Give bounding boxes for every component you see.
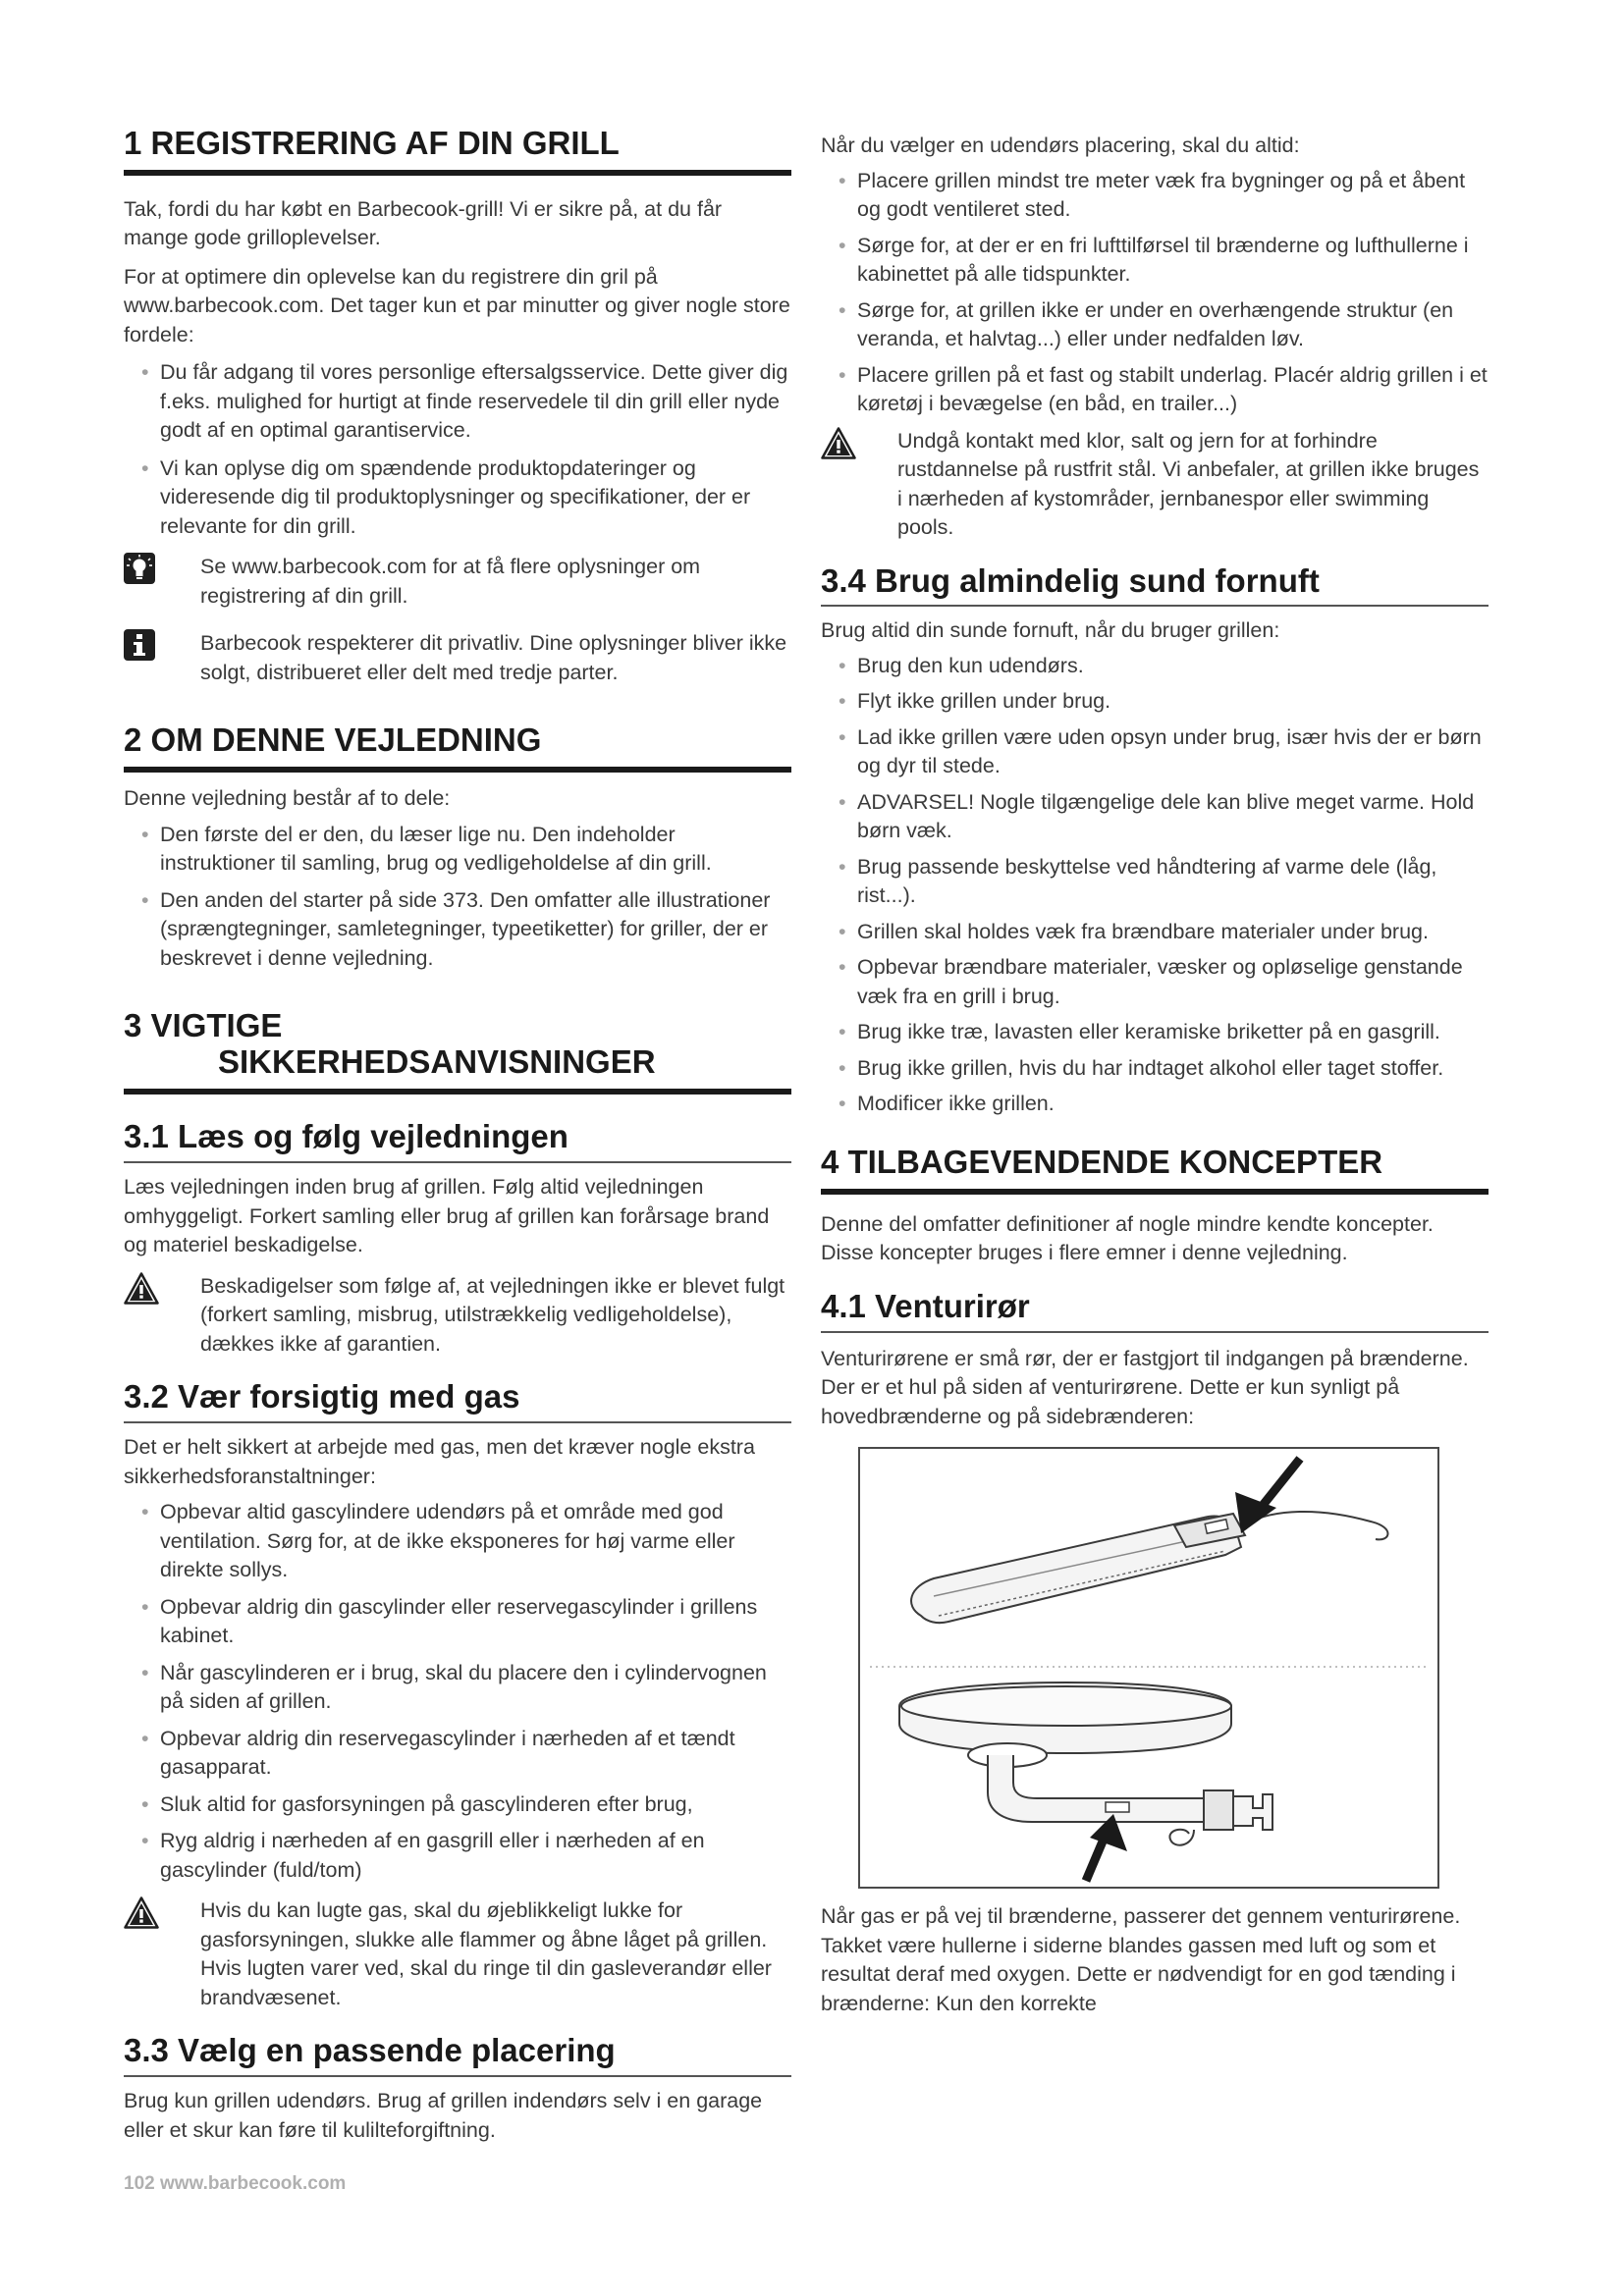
bullet-icon: • [141,822,149,846]
heading-3-3: 3.3 Vælg en passende placering [124,2032,791,2077]
list-item-text: Opbevar aldrig din gascylinder eller reservegascylinder i grillens kabinet. [160,1594,758,1648]
list-item-text: Du får adgang til vores personlige eftersalgsservice. Dette giver dig f.eks. mulighed for hurtigt at finde reservedele til din grill eller nyde godt af en optimal garantiservice. [160,360,788,443]
bullet-icon: • [839,362,846,387]
bullet-icon: • [839,724,846,749]
list-item-text: Brug ikke grillen, hvis du har indtaget alkohol eller taget stoffer. [857,1055,1444,1080]
tip-note [124,553,791,611]
bullet-icon: • [839,1055,846,1080]
bullet-icon: • [839,1092,846,1116]
list-item [821,1054,1489,1084]
list-item-text: Den første del er den, du læser lige nu. Den indeholder instruktioner til samling, brug og vedligeholdelse af din grill. [160,822,712,876]
venturi-figure [858,1447,1439,1889]
side-burner-illustration [899,1682,1272,1845]
list-item [124,886,791,974]
list-item-text: Opbevar aldrig din reservegascylinder i nærheden af et tændt gasapparat. [160,1726,735,1780]
paragraph: Når gas er på vej til brænderne, passerer det gennem venturirørene. Takket være hullerne i siderne blandes gassen med luft og som et resultat deraf med oxygen. Dette er nødvendigt for en god tænding i brænderne: Kun den korrekte [821,1904,1461,2015]
bullet-icon: • [839,789,846,814]
list-item-text: Ryg aldrig i nærheden af en gasgrill eller i nærheden af en gascylinder (fuld/tom) [160,1829,705,1882]
paragraph: For at optimere din oplevelse kan du registrere din gril på www.barbecook.com. Det tager kun et par minutter og giver nogle store fordele: [124,264,790,347]
page-footer: 102 www.barbecook.com [124,2173,347,2194]
left-column [124,126,791,2145]
paragraph: Læs vejledningen inden brug af grillen. Følg altid vejledningen omhyggeligt. Forkert samling eller brug af grillen kan forårsage brand og materiel beskadigelse. [124,1175,770,1257]
section-3-1 [124,1118,791,1359]
heading-3 [124,1008,791,1095]
list-item-text: Opbevar altid gascylindere udendørs på et område med god ventilation. Sørg for, at de ikke eksponeres for høj varme eller direkte sollys. [160,1500,735,1582]
list-item [124,1498,791,1585]
list-item [124,1790,791,1820]
paragraph: Brug kun grillen udendørs. Brug af grillen indendørs selv i en garage eller et skur kan føre til kulilteforgiftning. [124,2089,763,2142]
section-3-3-continued [821,132,1489,543]
warning-note [124,1272,791,1360]
list-item [821,687,1489,717]
paragraph: Når du vælger en udendørs placering, skal du altid: [821,133,1300,157]
heading-3-2: 3.2 Vær forsigtig med gas [124,1378,791,1423]
list-item [821,361,1489,419]
info-text: Barbecook respekterer dit privatliv. Dine oplysninger bliver ikke solgt, distribueret eller delt med tredje parter. [200,631,787,684]
warning-text: Undgå kontakt med klor, salt og jern for at forhindre rustdannelse på rustfrit stål. Vi anbefaler, at grillen ikke bruges i nærheden af kystområder, jernbanespor eller swimming pools. [897,428,1480,539]
section-3-2 [124,1378,791,2012]
paragraph: Brug altid din sunde fornuft, når du bruger grillen: [821,618,1280,643]
bullet-icon: • [141,455,149,480]
right-column [821,126,1489,2018]
bullet-icon: • [141,1791,149,1816]
heading-2: 2 OM DENNE VEJLEDNING [124,722,791,773]
list-item [821,652,1489,681]
list-item-text: Vi kan oplyse dig om spændende produktopdateringer og videresende dig til produktoplysninger og specifikationer, der er relevante for din grill. [160,455,751,538]
warning-text: Beskadigelser som følge af, at vejledningen ikke er blevet fulgt (forkert samling, misbrug, utilstrækkelig vedligeholdelse), dækkes ikke af garantien. [200,1273,785,1356]
bullet-icon: • [839,689,846,714]
list-item [821,232,1489,290]
list-item-text: Lad ikke grillen være uden opsyn under brug, især hvis der er børn og dyr til stede. [857,724,1482,778]
section-1-registration [124,126,791,687]
warning-note [821,427,1489,543]
bullet-icon: • [839,919,846,943]
bullet-icon: • [839,854,846,879]
list-item-text: Opbevar brændbare materialer, væsker og opløselige genstande væk fra en grill i brug. [857,955,1463,1008]
list-item [124,1593,791,1651]
arrow-icon [1086,1814,1127,1881]
paragraph: Det er helt sikkert at arbejde med gas, men det kræver nogle ekstra sikkerhedsforanstaltninger: [124,1435,755,1488]
heading-4-1: 4.1 Venturirør [821,1288,1489,1333]
bullet-list [124,821,791,974]
section-4-1 [821,1288,1489,2018]
section-3-4 [821,562,1489,1119]
list-item-text: Sluk altid for gasforsyningen på gascylinderen efter brug, [160,1791,693,1816]
list-item [821,853,1489,911]
bullet-icon: • [839,955,846,980]
list-item-text: Når gascylinderen er i brug, skal du placere den i cylindervognen på siden af grillen. [160,1660,767,1714]
info-icon [124,629,159,661]
list-item-text: Brug den kun udendørs. [857,653,1084,677]
list-item-text: Sørge for, at der er en fri lufttilførsel til brænderne og lufthullerne i kabinettet på alle tidspunkter. [857,233,1469,286]
list-item-text: Grillen skal holdes væk fra brændbare materialer under brug. [857,919,1429,943]
section-2-guide [124,722,791,973]
warning-text: Hvis du kan lugte gas, skal du øjeblikkeligt lukke for gasforsyningen, slukke alle flammer og åbne låget på grillen. Hvis lugten varer ved, skal du ringe til din gasleverandør eller brandvæsenet. [200,1898,772,2009]
list-item [821,167,1489,225]
list-item [821,918,1489,947]
bullet-icon: • [141,1660,149,1684]
warning-note [124,1896,791,2012]
list-item-text: Den anden del starter på side 373. Den omfatter alle illustrationer (sprængtegninger, samletegninger, typeetiketter) for griller, der er beskrevet i denne vejledning. [160,887,771,970]
bullet-icon: • [141,360,149,385]
list-item [821,953,1489,1011]
burner-tube-illustration [911,1512,1387,1623]
list-item-text: ADVARSEL! Nogle tilgængelige dele kan blive meget varme. Hold børn væk. [857,789,1475,843]
paragraph: Venturirørene er små rør, der er fastgjort til indgangen på brænderne. Der er et hul på siden af venturirørene. Dette er kun synligt på hovedbrænderne og på sidebrænderen: [821,1346,1469,1428]
heading-3-1: 3.1 Læs og følg vejledningen [124,1118,791,1163]
bullet-icon: • [839,1020,846,1044]
warning-icon [821,427,856,459]
warning-icon [124,1272,159,1305]
list-item [821,1090,1489,1119]
bullet-list [124,1498,791,1885]
heading-4: 4 TILBAGEVENDENDE KONCEPTER [821,1145,1489,1195]
heading-3-line1: 3 VIGTIGE [124,1007,283,1044]
bullet-list [821,652,1489,1119]
bullet-icon: • [839,297,846,322]
bullet-list [124,358,791,541]
section-3-3 [124,2032,791,2145]
list-item-text: Brug passende beskyttelse ved håndtering af varme dele (låg, rist...). [857,854,1437,908]
bullet-icon: • [141,1829,149,1853]
list-item [124,454,791,542]
heading-3-4: 3.4 Brug almindelig sund fornuft [821,562,1489,608]
list-item [124,821,791,879]
bullet-icon: • [839,653,846,677]
warning-icon [124,1896,159,1929]
bullet-icon: • [839,168,846,192]
arrow-icon [1235,1459,1300,1533]
section-4-concepts [821,1145,1489,1268]
paragraph: Tak, fordi du har købt en Barbecook-grill! Vi er sikre på, at du får mange gode grilloplevelser. [124,196,723,250]
list-item-text: Flyt ikke grillen under brug. [857,689,1111,714]
list-item [821,788,1489,846]
tip-text: Se www.barbecook.com for at få flere oplysninger om registrering af din grill. [200,555,701,608]
list-item [124,1827,791,1885]
lightbulb-icon [124,553,159,584]
paragraph: Denne vejledning består af to dele: [124,786,451,811]
list-item [124,1659,791,1717]
bullet-icon: • [141,1726,149,1750]
paragraph: Denne del omfatter definitioner af nogle mindre kendte koncepter. Disse koncepter bruges i flere emner i denne vejledning. [821,1211,1434,1265]
list-item [821,1018,1489,1047]
heading-1: 1 REGISTRERING AF DIN GRILL [124,126,791,176]
bullet-icon: • [141,887,149,912]
list-item [124,1725,791,1783]
heading-3-line2: SIKKERHEDSANVISNINGER [218,1043,656,1081]
list-item-text: Placere grillen på et fast og stabilt underlag. Placér aldrig grillen i et køretøj i bevægelse (en båd, en trailer...) [857,362,1488,415]
bullet-icon: • [141,1594,149,1619]
list-item-text: Sørge for, at grillen ikke er under en overhængende struktur (en veranda, et halvtag...) eller under nedfalden løv. [857,297,1454,350]
list-item [124,358,791,446]
list-item-text: Brug ikke træ, lavasten eller keramiske briketter på en gasgrill. [857,1020,1440,1044]
list-item-text: Placere grillen mindst tre meter væk fra bygninger og på et åbent og godt ventileret sted. [857,168,1466,221]
bullet-icon: • [839,233,846,257]
bullet-icon: • [141,1500,149,1524]
list-item-text: Modificer ikke grillen. [857,1092,1055,1116]
section-3-safety [124,1008,791,1095]
info-note [124,629,791,687]
list-item [821,723,1489,781]
list-item [821,296,1489,354]
bullet-list [821,167,1489,419]
